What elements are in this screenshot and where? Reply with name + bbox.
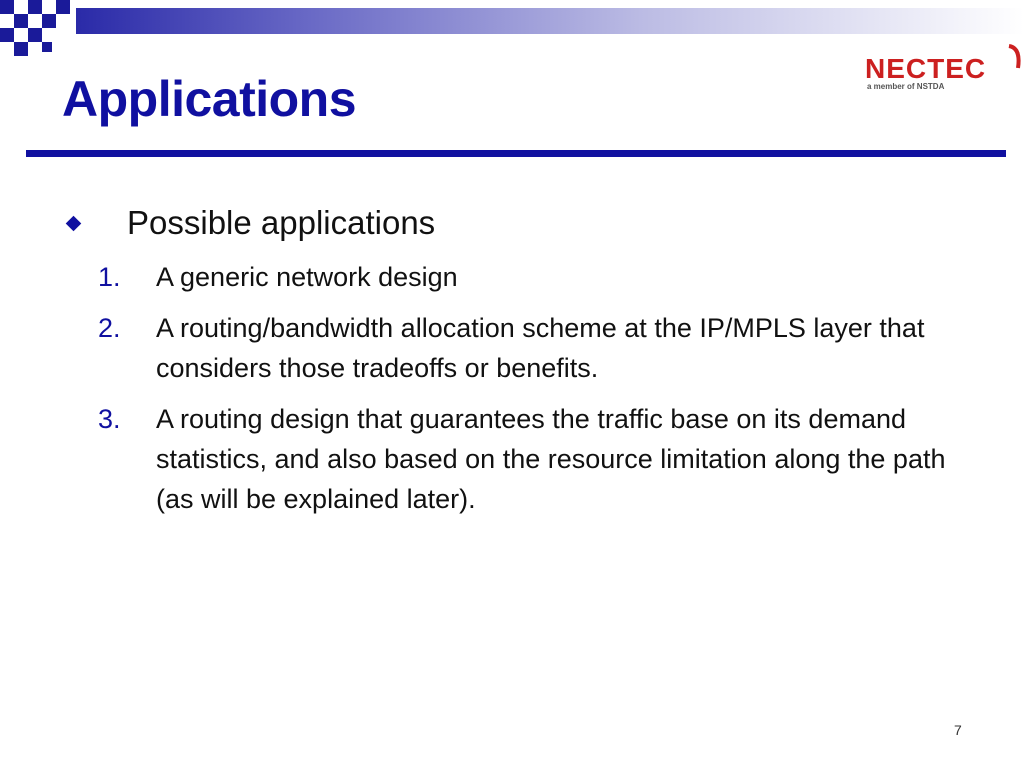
list-item bbox=[98, 399, 978, 519]
list-item-text: A routing design that guarantees the traffic base on its demand statistics, and also based on the resource limitation along the path (as will be explained later). bbox=[156, 404, 946, 514]
logo-tagline: a member of NSTDA bbox=[867, 82, 945, 91]
list-item-text: A generic network design bbox=[156, 262, 458, 292]
title-underline-rule bbox=[26, 150, 1006, 157]
header-gradient-band bbox=[76, 8, 1024, 34]
main-bullet bbox=[64, 200, 964, 250]
numbered-list bbox=[98, 257, 978, 530]
list-item-number: 2. bbox=[98, 313, 121, 343]
logo-wordmark: NECTEC bbox=[865, 53, 987, 84]
main-bullet-text: Possible applications bbox=[127, 204, 436, 241]
nectec-logo bbox=[862, 42, 1024, 94]
list-item bbox=[98, 308, 978, 388]
page-number: 7 bbox=[954, 722, 962, 738]
logo-arc-icon bbox=[1006, 42, 1024, 72]
list-item bbox=[98, 257, 978, 297]
corner-checker-decoration bbox=[0, 0, 80, 60]
list-item-number: 3. bbox=[98, 404, 121, 434]
list-item-number: 1. bbox=[98, 262, 121, 292]
slide-title: Applications bbox=[62, 71, 357, 127]
list-item-text: A routing/bandwidth allocation scheme at the IP/MPLS layer that considers those tradeoffs or benefits. bbox=[156, 313, 925, 383]
diamond-bullet-icon bbox=[66, 216, 82, 232]
